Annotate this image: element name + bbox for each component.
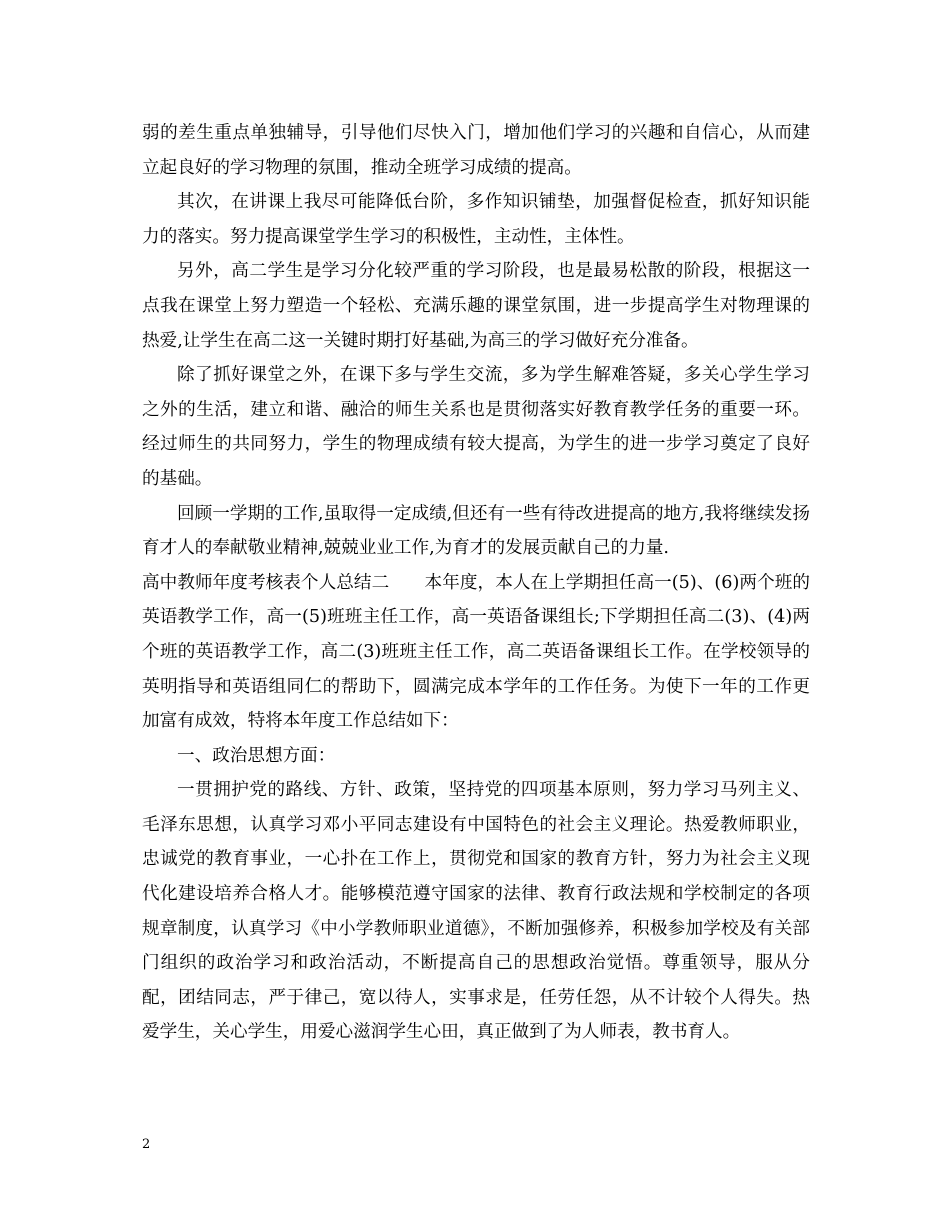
body-text xyxy=(142,116,810,1050)
paragraph-7-heading: 一、政治思想方面： xyxy=(177,745,336,766)
paragraph-1: 弱的差生重点单独辅导，引导他们尽快入门，增加他们学习的兴趣和自信心，从而建立起良好的学习物理的氛围，推动全班学习成绩的提高。 xyxy=(142,123,810,178)
paragraph-4: 除了抓好课堂之外，在课下多与学生交流，多为学生解难答疑，多关心学生学习之外的生活，建立和谐、融洽的师生关系也是贯彻落实好教育教学任务的重要一环。经过师生的共同努力，学生的物理成绩有较大提高，为学生的进一步学习奠定了良好的基础。 xyxy=(142,365,810,489)
paragraph-6-section-title: 高中教师年度考核表个人总结二 本年度，本人在上学期担任高一(5)、(6)两个班的英语教学工作，高一(5)班班主任工作，高一英语备课组长;下学期担任高二(3)、(4)两个班的英语教学工作，高二(3)班班主任工作，高二英语备课组长工作。在学校领导的英明指导和英语组同仁的帮助下，圆满完成本学年的工作任务。为使下一年的工作更加富有成效，特将本年度工作总结如下： xyxy=(142,572,810,732)
page-number: 2 xyxy=(142,1137,151,1152)
paragraph-8: 一贯拥护党的路线、方针、政策，坚持党的四项基本原则，努力学习马列主义、毛泽东思想，认真学习邓小平同志建设有中国特色的社会主义理论。热爱教师职业，忠诚党的教育事业，一心扑在工作上，贯彻党和国家的教育方针，努力为社会主义现代化建设培养合格人才。能够模范遵守国家的法律、教育行政法规和学校制定的各项规章制度，认真学习《中小学教师职业道德》，不断加强修养，积极参加学校及有关部门组织的政治学习和政治活动，不断提高自己的思想政治觉悟。尊重领导，服从分配，团结同志，严于律己，宽以待人，实事求是，任劳任怨，从不计较个人得失。热爱学生，关心学生，用爱心滋润学生心田，真正做到了为人师表，教书育人。 xyxy=(142,780,810,1043)
paragraph-2: 其次，在讲课上我尽可能降低台阶，多作知识铺垫，加强督促检查，抓好知识能力的落实。努力提高课堂学生学习的积极性，主动性，主体性。 xyxy=(142,192,810,247)
paragraph-3: 另外，高二学生是学习分化较严重的学习阶段，也是最易松散的阶段，根据这一点我在课堂上努力塑造一个轻松、充满乐趣的课堂氛围，进一步提高学生对物理课的热爱,让学生在高二这一关键时期打好基础,为高三的学习做好充分准备。 xyxy=(142,261,810,351)
paragraph-5: 回顾一学期的工作,虽取得一定成绩,但还有一些有待改进提高的地方,我将继续发扬育才人的奉献敬业精神,兢兢业业工作,为育才的发展贡献自己的力量. xyxy=(142,503,810,559)
